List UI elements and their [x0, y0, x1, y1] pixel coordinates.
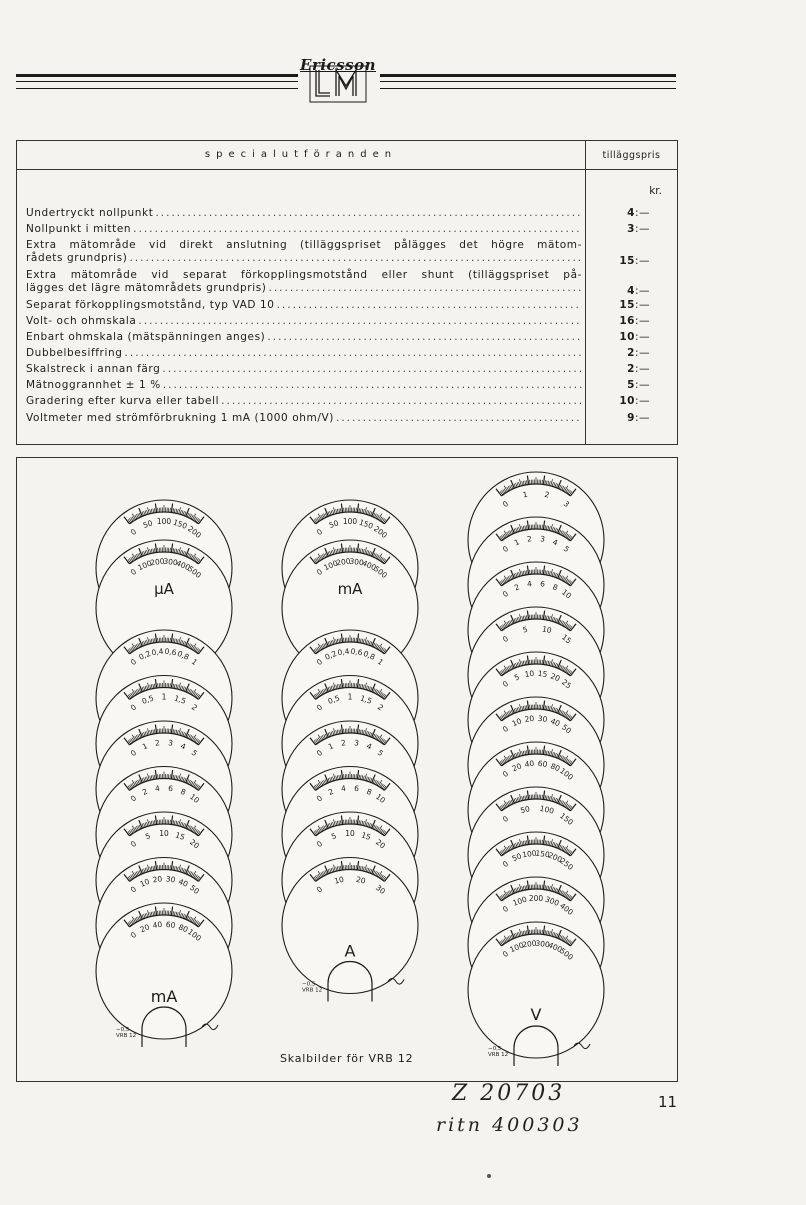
scale-numeral: 4	[179, 741, 188, 752]
scale-numeral: 200	[521, 938, 538, 950]
price-value: 2	[627, 363, 635, 375]
scale-numeral: 0,4	[150, 646, 164, 658]
price-value: 4	[627, 285, 635, 297]
table-row	[26, 315, 582, 328]
dot-leader	[129, 252, 582, 265]
scale-numeral: 15	[537, 668, 548, 680]
scale-numeral: 0	[500, 634, 511, 645]
scale-numeral: 2	[340, 738, 347, 748]
scale-numeral: 0	[128, 839, 139, 850]
header-rule-left-thin-2	[16, 88, 298, 89]
scale-numeral: 40	[177, 876, 190, 889]
scale-numeral: 2	[154, 738, 161, 748]
scale-numeral: 100	[538, 803, 555, 816]
scale-numeral: 1	[521, 489, 529, 500]
scale-numeral: 10	[333, 874, 345, 886]
scale-numeral: 30	[373, 883, 388, 897]
row-text-line	[26, 315, 582, 328]
scale-numeral: 4	[526, 579, 533, 589]
price-suffix: :—	[634, 379, 650, 391]
table-header-specialutforanden: specialutföranden	[204, 149, 398, 160]
scale-numeral: 500	[372, 564, 389, 580]
scale-numeral: 10	[510, 716, 523, 729]
row-price	[586, 207, 650, 219]
row-text-line	[26, 412, 582, 425]
table-row	[26, 347, 582, 360]
scale-numeral: 1	[326, 741, 335, 752]
scale-numeral: 0	[314, 527, 325, 538]
scale-numeral: 5	[330, 831, 338, 842]
scale-numeral: 500	[186, 564, 203, 580]
scale-numeral: 0	[500, 499, 511, 510]
row-label: Nollpunkt i mitten	[26, 223, 132, 235]
scale-numeral: 0,4	[336, 646, 350, 658]
row-price	[586, 395, 650, 407]
scale-numeral: 150	[171, 517, 189, 531]
scale-numeral: 100	[136, 558, 154, 573]
price-value: 10	[619, 331, 635, 343]
scale-numeral: 5	[189, 748, 200, 759]
dial-plate	[282, 858, 418, 994]
table-row	[26, 331, 582, 344]
scale-numeral: 20	[152, 874, 163, 885]
price-value: 2	[627, 347, 635, 359]
dot-leader	[133, 223, 582, 236]
scale-numeral: 10	[187, 792, 202, 806]
scale-numeral: 3	[167, 738, 174, 748]
scale-numeral: 6	[353, 783, 360, 794]
scale-numeral: 1	[347, 692, 353, 702]
scale-numeral: 6	[539, 579, 546, 589]
scale-numeral: 0	[128, 657, 139, 668]
scale-numeral: 3	[353, 738, 360, 748]
scale-numeral: 4	[340, 783, 347, 794]
scale-dials-drawing	[17, 458, 677, 1081]
scale-numeral: 0,5	[326, 693, 341, 706]
plate-type-mark-line: −0,5	[302, 981, 316, 988]
scale-numeral: 20	[510, 761, 523, 774]
header-rule-right-thin	[380, 81, 676, 82]
scale-numeral: 80	[549, 761, 562, 774]
scale-numeral: 4	[365, 741, 374, 752]
scale-numeral: 200	[372, 524, 389, 540]
scale-numeral: 30	[537, 713, 548, 725]
scale-numeral: 3	[539, 534, 546, 544]
table-row	[26, 395, 582, 408]
price-value: 4	[627, 207, 635, 219]
table-row	[26, 379, 582, 392]
handwritten-reference-2: ritn 400303	[436, 1114, 583, 1136]
scale-numeral: 300	[162, 556, 179, 568]
scale-numeral: 0	[500, 769, 511, 780]
page-number: 11	[658, 1093, 678, 1111]
scale-numeral: 50	[559, 722, 574, 736]
scale-numeral: 0,8	[175, 648, 191, 662]
scale-numeral: 100	[322, 558, 340, 573]
scale-numeral: 200	[546, 850, 564, 865]
scale-numeral: 2	[375, 702, 386, 713]
dot-leader	[277, 299, 582, 312]
scale-numeral: 100	[521, 848, 538, 860]
row-text-line	[26, 299, 582, 312]
scale-numeral: 1	[140, 741, 149, 752]
row-price	[586, 255, 650, 267]
row-price	[586, 379, 650, 391]
dot-leader	[162, 363, 582, 376]
dot-leader	[163, 379, 582, 392]
row-label: Enbart ohmskala (mätspänningen anges)	[26, 331, 266, 343]
scale-numeral: 40	[549, 716, 562, 729]
scale-numeral: 0,2	[323, 648, 339, 662]
price-suffix: :—	[634, 331, 650, 343]
row-text-line	[26, 282, 582, 295]
row-label: Extra mätområde vid separat förkopplingsmotstånd eller shunt (tilläggspriset på-	[26, 269, 582, 281]
scale-numeral: 0	[128, 748, 139, 759]
dot-leader	[155, 207, 582, 220]
lm-stamp-icon	[388, 979, 404, 985]
scale-numeral: 5	[521, 624, 529, 635]
scale-numeral: 80	[177, 922, 190, 935]
scale-numeral: 60	[537, 758, 548, 770]
scale-numeral: 4	[551, 537, 560, 548]
ericsson-script-wordmark: Ericsson	[300, 56, 376, 74]
row-label: Voltmeter med strömförbrukning 1 mA (1000 ohm/V)	[26, 412, 334, 424]
scale-numeral: 10	[138, 876, 151, 889]
scale-numeral: 300	[543, 894, 561, 908]
scale-numeral: 400	[360, 558, 378, 573]
table-row	[26, 269, 582, 295]
scale-numeral: 1,5	[173, 693, 188, 706]
scale-numeral: 10	[559, 587, 574, 601]
scale-numeral: 25	[559, 677, 574, 691]
scale-numeral: 0	[314, 657, 325, 668]
unit-label: mA	[337, 580, 363, 598]
scale-numeral: 10	[345, 829, 355, 838]
scale-numeral: 300	[348, 556, 365, 568]
scale-numeral: 2	[189, 702, 200, 713]
scale-numeral: 1,5	[359, 693, 374, 706]
row-price	[586, 331, 650, 343]
header-rule-left-thick	[16, 74, 298, 77]
scale-numeral: 0	[314, 839, 325, 850]
price-value: 9	[627, 412, 635, 424]
scale-numeral: 1	[189, 657, 200, 668]
price-suffix: :—	[634, 363, 650, 375]
price-suffix: :—	[634, 223, 650, 235]
scale-numeral: 0	[128, 884, 139, 895]
row-label: Separat förkopplingsmotstånd, typ VAD 10	[26, 299, 275, 311]
row-text-line	[26, 379, 582, 392]
row-price	[586, 299, 650, 311]
scale-numeral: 6	[167, 783, 174, 794]
scale-numeral: 4	[154, 783, 161, 794]
table-header-tillaggspris: tilläggspris	[602, 150, 661, 161]
scale-numeral: 2	[512, 582, 521, 593]
row-label: Dubbelbesiffring	[26, 347, 123, 359]
scale-numeral: 500	[558, 946, 575, 962]
scale-numeral: 5	[561, 544, 572, 555]
scale-numeral: 0,2	[137, 648, 153, 662]
row-price	[586, 412, 650, 424]
price-value: 3	[627, 223, 635, 235]
price-unit-kr: kr.	[649, 185, 662, 197]
scale-numeral: 8	[365, 786, 374, 797]
scale-numeral: 0	[128, 930, 139, 941]
scale-numeral: 100	[156, 517, 172, 526]
scale-numeral: 2	[326, 786, 335, 797]
scale-numeral: 5	[375, 748, 386, 759]
row-text-line	[26, 207, 582, 220]
scale-numeral: 400	[558, 901, 575, 917]
table-row	[26, 239, 582, 265]
row-text-line	[26, 363, 582, 376]
scale-numeral: 1	[161, 692, 167, 702]
figure-caption: Skalbilder för VRB 12	[280, 1052, 414, 1065]
scale-numeral: 50	[510, 851, 523, 864]
scale-numeral: 10	[159, 829, 169, 838]
scale-numeral: 0	[500, 904, 511, 915]
unit-label: µA	[154, 580, 174, 598]
scale-numeral: 2	[526, 534, 533, 544]
scale-numeral: 50	[141, 518, 154, 531]
scale-numeral: 60	[165, 919, 176, 931]
dial-plate	[96, 903, 232, 1039]
row-label: lägges det lägre mätområdets grundpris)	[26, 282, 267, 294]
scale-numeral: 50	[327, 518, 340, 531]
unit-label: mA	[150, 987, 178, 1006]
scale-numeral: 0	[500, 814, 511, 825]
row-price	[586, 363, 650, 375]
scale-numeral: 150	[558, 811, 575, 827]
scale-numeral: 3	[561, 499, 572, 510]
row-text-line	[26, 347, 582, 360]
scale-numeral: 200	[335, 556, 352, 568]
price-suffix: :—	[634, 347, 650, 359]
table-row	[26, 223, 582, 236]
price-suffix: :—	[634, 395, 650, 407]
scale-numeral: 30	[165, 874, 176, 885]
scale-numeral: 200	[149, 556, 166, 568]
price-suffix: :—	[634, 412, 650, 424]
scale-numeral: 100	[508, 940, 526, 955]
plate-type-mark-line: VRB 12	[116, 1033, 137, 1039]
scale-numeral: 0	[128, 527, 139, 538]
scale-numeral: 15	[559, 632, 574, 646]
scale-numeral: 10	[373, 792, 388, 806]
lm-stamp-icon	[202, 1024, 218, 1030]
scale-numeral: 10	[541, 624, 553, 636]
scale-numeral: 0	[500, 949, 511, 960]
header-rule-left-thin	[16, 81, 298, 82]
scale-numeral: 2	[543, 489, 551, 500]
scale-numeral: 5	[512, 672, 521, 683]
scale-numeral: 15	[174, 830, 187, 843]
scale-numeral: 100	[186, 927, 203, 943]
scale-numeral: 0	[128, 567, 139, 578]
price-suffix: :—	[634, 315, 650, 327]
scale-numeral: 8	[551, 582, 560, 593]
scale-numeral: 250	[558, 856, 575, 872]
scale-numeral: 300	[534, 938, 551, 950]
scale-numeral: 2	[140, 786, 149, 797]
scale-numeral: 0	[500, 859, 511, 870]
unit-label: A	[344, 941, 356, 961]
scale-numeral: 40	[524, 758, 535, 770]
row-label: Volt- och ohmskala	[26, 315, 137, 327]
row-text-line	[26, 239, 582, 252]
price-suffix: :—	[634, 285, 650, 297]
price-value: 15	[619, 255, 635, 267]
scale-numeral: 0,6	[350, 646, 364, 658]
scale-numeral: 0,8	[361, 648, 377, 662]
scale-numeral: 0	[500, 724, 511, 735]
row-price	[586, 223, 650, 235]
handwritten-reference-1: Z 20703	[452, 1081, 566, 1106]
row-price	[586, 315, 650, 327]
scale-numeral: 20	[187, 837, 202, 851]
scale-numeral: 0	[314, 793, 325, 804]
table-row	[26, 363, 582, 376]
special-versions-table	[16, 140, 678, 445]
scale-numeral: 200	[528, 894, 544, 903]
row-price	[586, 285, 650, 297]
scale-numeral: 0	[128, 702, 139, 713]
scale-numeral: 0	[500, 544, 511, 555]
scale-numeral: 150	[534, 848, 551, 860]
plate-type-mark-line: VRB 12	[302, 987, 323, 994]
scale-numeral: 20	[549, 671, 562, 684]
scale-numeral: 150	[357, 517, 375, 531]
scale-figure	[16, 457, 678, 1082]
row-label: Mätnoggrannhet ± 1 %	[26, 379, 161, 391]
dot-leader	[336, 412, 582, 425]
row-text-line	[26, 395, 582, 408]
row-text-line	[26, 252, 582, 265]
scale-numeral: 20	[355, 874, 367, 886]
scale-numeral: 100	[558, 766, 575, 782]
price-value: 15	[619, 299, 635, 311]
price-suffix: :—	[634, 207, 650, 219]
scale-numeral: 0,5	[140, 693, 155, 706]
plate-type-mark-line: VRB 12	[488, 1052, 509, 1058]
scale-numeral: 0	[314, 567, 325, 578]
row-label: rådets grundpris)	[26, 252, 128, 264]
plate-type-mark-line: −0,5	[488, 1046, 502, 1052]
row-text-line	[26, 223, 582, 236]
dot-leader	[138, 315, 582, 328]
scale-numeral: 0,6	[164, 646, 178, 658]
dot-leader	[125, 347, 582, 360]
table-row	[26, 412, 582, 425]
dot-leader	[269, 282, 583, 295]
scale-numeral: 0	[128, 793, 139, 804]
row-label: Extra mätområde vid direkt anslutning (tilläggspriset pålägges det högre mätom-	[26, 239, 582, 251]
row-label: Undertryckt nollpunkt	[26, 207, 154, 219]
scale-numeral: 400	[174, 558, 192, 573]
price-value: 16	[619, 315, 635, 327]
dot-leader	[221, 395, 582, 408]
scale-numeral: 0	[314, 884, 325, 895]
plate-type-mark-line: −0,5	[116, 1027, 130, 1033]
row-text-line	[26, 331, 582, 344]
scale-numeral: 50	[187, 883, 202, 897]
scale-numeral: 1	[512, 537, 521, 548]
scale-numeral: 100	[511, 894, 529, 908]
scale-numeral: 20	[524, 713, 535, 725]
unit-label: V	[530, 1005, 542, 1024]
dot-leader	[267, 331, 582, 344]
scale-numeral: 0	[314, 702, 325, 713]
speck	[487, 1174, 491, 1178]
scale-numeral: 20	[138, 922, 151, 935]
scale-numeral: 20	[373, 837, 388, 851]
table-row	[26, 207, 582, 220]
header-rule-right-thick	[380, 74, 676, 77]
price-value: 5	[627, 379, 635, 391]
table-row	[26, 299, 582, 312]
row-label: Skalstreck i annan färg	[26, 363, 161, 375]
scale-numeral: 400	[546, 940, 564, 955]
ericsson-lm-logo	[296, 52, 380, 104]
header-rule-right-thin-2	[380, 88, 676, 89]
price-value: 10	[619, 395, 635, 407]
scale-numeral: 15	[360, 830, 373, 843]
price-suffix: :—	[634, 255, 650, 267]
row-price	[586, 347, 650, 359]
scale-numeral: 0	[500, 589, 511, 600]
scale-numeral: 200	[186, 524, 203, 540]
scale-numeral: 100	[342, 517, 358, 526]
price-suffix: :—	[634, 299, 650, 311]
scale-numeral: 40	[152, 919, 163, 931]
lm-stamp-icon	[574, 1043, 590, 1049]
scale-numeral: 8	[179, 786, 188, 797]
scale-numeral: 50	[519, 804, 531, 816]
row-text-line	[26, 269, 582, 282]
scale-numeral: 1	[375, 657, 386, 668]
scale-numeral: 0	[314, 748, 325, 759]
scale-numeral: 0	[500, 679, 511, 690]
scale-numeral: 10	[524, 668, 535, 680]
row-label: Gradering efter kurva eller tabell	[26, 395, 220, 407]
scale-numeral: 5	[144, 831, 152, 842]
